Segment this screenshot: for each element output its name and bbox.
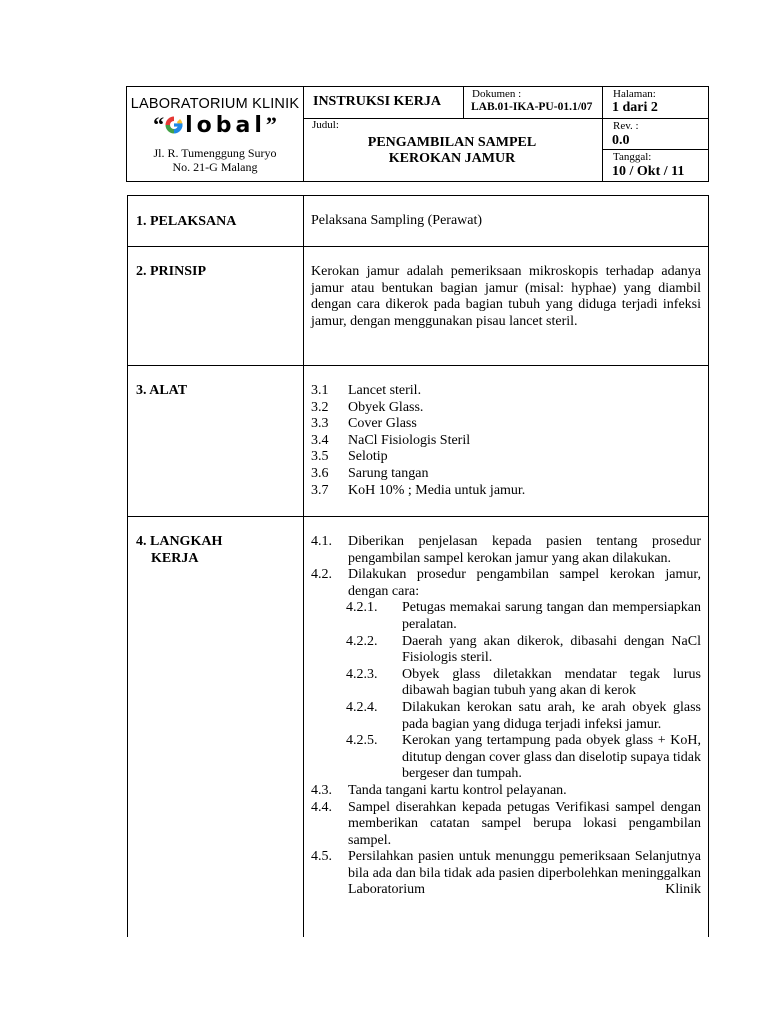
item-text: Sarung tangan (348, 465, 429, 481)
item-text: KoH 10% ; Media untuk jamur. (348, 482, 526, 498)
rev-label: Rev. : (613, 120, 639, 132)
item-number: 3.7 (311, 482, 329, 498)
step-number: 4.4. (311, 799, 332, 815)
section-title-prinsip: 2. PRINSIP (136, 264, 207, 279)
brand-logo (127, 112, 303, 138)
step-number: 4.2. (311, 567, 332, 583)
section-title-alat: 3. ALAT (136, 383, 188, 398)
substep-item (311, 700, 701, 733)
alat-list (311, 383, 701, 499)
step-text: Tanda tangani kartu kontrol pelayanan. (348, 782, 567, 798)
brand-open-quote: “ (153, 112, 165, 137)
step-number: 4.1. (311, 534, 332, 549)
step-text: Obyek glass diletakkan mendatar tegak lurus dibawah bagian tubuh yang akan di kerok (402, 666, 701, 699)
header-divider (602, 149, 708, 150)
section-title-langkah-kerja (136, 533, 222, 567)
step-text: Daerah yang akan dikerok, dibasahi dengan NaCl Fisiologis steril. (402, 633, 701, 666)
step-number: 4.5. (311, 849, 332, 865)
lab-name: LABORATORIUM KLINIK (130, 96, 300, 112)
row-divider (128, 246, 708, 247)
document-header (126, 86, 709, 182)
step-item (311, 567, 701, 600)
lab-address (127, 146, 303, 174)
step-number: 4.2.5. (346, 733, 378, 749)
item-number: 3.4 (311, 432, 329, 448)
item-text: Cover Glass (348, 416, 417, 432)
brand-close-quote: ” (265, 112, 277, 137)
item-text: NaCl Fisiologis Steril (348, 432, 471, 448)
address-line: Jl. R. Tumenggung Suryo (153, 146, 277, 160)
step-text: Sampel diserahkan kepada petugas Verifikasi sampel dengan memberikan catatan sampel berupa lokasi pengambilan sampel. (348, 799, 701, 848)
langkah-kerja-steps (311, 534, 701, 899)
prinsip-text: Kerokan jamur adalah pemeriksaan mikroskopis terhadap adanya jamur atau bentukan bagian jamur (misal: hyphae) yang diambil dengan cara dikerok pada bagian tubuh yang diduga terjadi infeksi jamur, dengan menggunakan pisau lancet steril. (311, 264, 701, 329)
step-item (311, 783, 701, 800)
title-line: PENGAMBILAN SAMPEL (367, 135, 537, 150)
procedure-table (127, 195, 709, 937)
dokumen-number: LAB.01-IKA-PU-01.1/07 (471, 101, 593, 113)
step-number: 4.2.4. (346, 699, 378, 715)
judul-label: Judul: (312, 119, 339, 131)
step-item (311, 534, 701, 567)
title-line: KERJA (151, 551, 199, 566)
dokumen-label: Dokumen : (472, 88, 522, 100)
rev-value: 0.0 (612, 133, 630, 148)
step-item (311, 849, 701, 899)
step-text: Dilakukan prosedur pengambilan sampel kerokan jamur, dengan cara: (348, 567, 701, 599)
header-divider (602, 118, 708, 119)
step-text: Dilakukan kerokan satu arah, ke arah obyek glass pada bagian yang diduga terjadi infeksi jamur. (402, 699, 701, 732)
document-type: INSTRUKSI KERJA (313, 94, 441, 109)
row-divider (128, 365, 708, 366)
step-text: Diberikan penjelasan kepada pasien tentang prosedur pengambilan sampel kerokan jamur yang akan dilakukan. (348, 534, 701, 566)
substep-item (311, 600, 701, 633)
halaman-value: 1 dari 2 (612, 100, 658, 115)
title-line: KEROKAN JAMUR (388, 151, 516, 166)
list-item (311, 416, 701, 433)
list-item (311, 483, 701, 500)
row-divider (128, 516, 708, 517)
header-divider (463, 87, 464, 118)
item-number: 3.6 (311, 465, 329, 481)
header-divider (303, 118, 602, 119)
header-divider (602, 87, 603, 181)
step-number: 4.2.2. (346, 633, 378, 649)
tanggal-label: Tanggal: (613, 151, 652, 163)
step-number: 4.2.1. (346, 600, 378, 616)
item-text: Selotip (348, 449, 388, 465)
brand-name: lobal (185, 113, 266, 138)
tanggal-value: 10 / Okt / 11 (612, 164, 685, 179)
item-number: 3.1 (311, 383, 329, 398)
item-number: 3.3 (311, 416, 329, 432)
title-line: 4. LANGKAH (136, 534, 223, 549)
item-text: Lancet steril. (348, 383, 422, 398)
step-number: 4.3. (311, 782, 332, 798)
substep-item (311, 733, 701, 783)
list-item (311, 449, 701, 466)
step-item (311, 800, 701, 850)
pelaksana-text: Pelaksana Sampling (Perawat) (311, 213, 483, 228)
column-divider (303, 196, 304, 937)
halaman-label: Halaman: (613, 88, 656, 100)
global-g-logo-icon (164, 115, 184, 135)
item-number: 3.2 (311, 399, 329, 415)
section-title-pelaksana: 1. PELAKSANA (136, 214, 237, 229)
list-item (311, 433, 701, 450)
step-number: 4.2.3. (346, 666, 378, 682)
list-item (311, 383, 701, 400)
step-text: Kerokan yang tertampung pada obyek glass + KoH, ditutup dengan cover glass dan diselotip supaya tidak bergeser dan tumpah. (402, 733, 701, 782)
substep-item (311, 634, 701, 667)
list-item (311, 466, 701, 483)
address-line: No. 21-G Malang (172, 160, 258, 174)
step-text: Petugas memakai sarung tangan dan mempersiapkan peralatan. (402, 600, 701, 632)
list-item (311, 400, 701, 417)
document-title (303, 135, 601, 167)
substep-item (311, 667, 701, 700)
step-text: Persilahkan pasien untuk menunggu pemeriksaan Selanjutnya bila ada dan bila tidak ada pasien diperbolehkan meninggalkan Laboratorium Klinik (348, 849, 701, 898)
item-text: Obyek Glass. (348, 399, 424, 415)
item-number: 3.5 (311, 449, 329, 465)
